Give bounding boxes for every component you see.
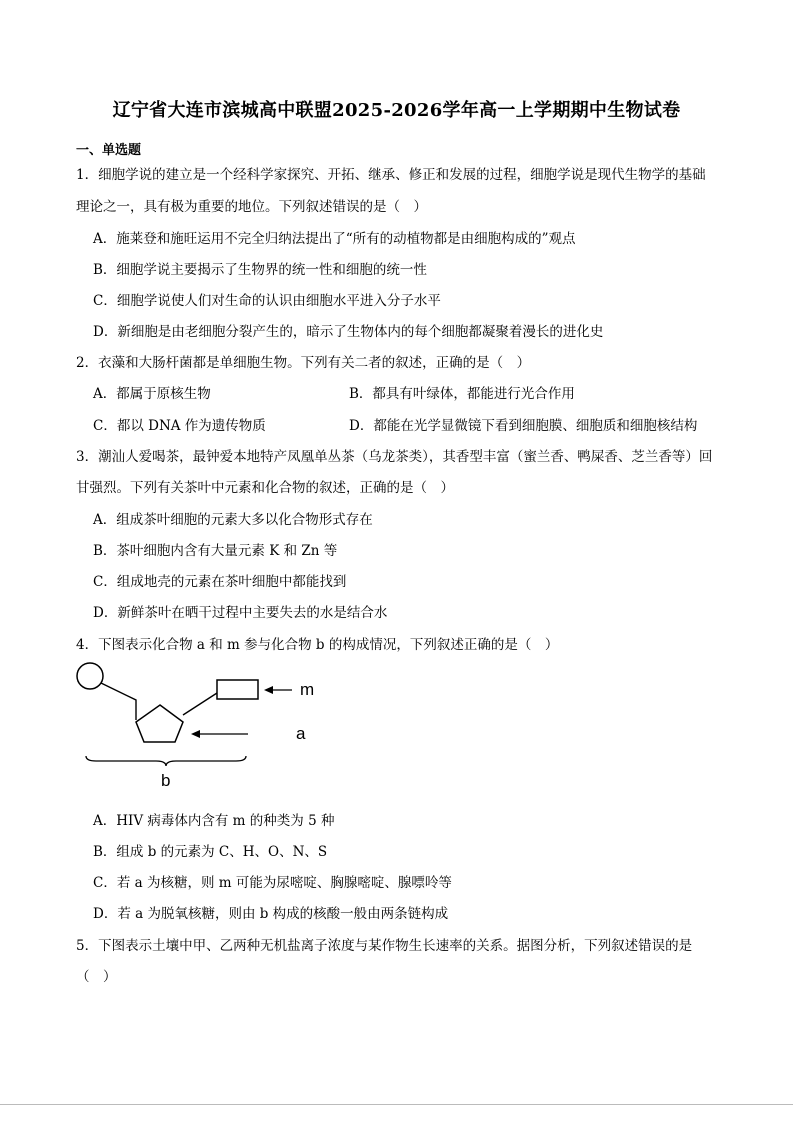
question-2-option-b[interactable]: B．都具有叶绿体，都能进行光合作用 bbox=[349, 386, 575, 402]
arrow-a-head bbox=[191, 730, 200, 738]
phosphate-circle bbox=[77, 663, 103, 689]
question-5-stem-line1: 5．下图表示土壤中甲、乙两种无机盐离子浓度与某作物生长速率的关系。据图分析，下列叙述错误的是 bbox=[76, 938, 693, 954]
question-1-option-c[interactable]: C．细胞学说使人们对生命的认识由细胞水平进入分子水平 bbox=[93, 293, 441, 309]
question-3-stem-line2: 甘强烈。下列有关茶叶中元素和化合物的叙述，正确的是（ ） bbox=[76, 480, 454, 496]
question-4-option-d[interactable]: D．若 a 为脱氧核糖，则由 b 构成的核酸一般由两条链构成 bbox=[93, 906, 449, 922]
question-2-option-a[interactable]: A．都属于原核生物 bbox=[93, 386, 211, 402]
question-1-stem-line1: 1．细胞学说的建立是一个经科学家探究、开拓、继承、修正和发展的过程，细胞学说是现代生物学的基础 bbox=[76, 167, 706, 183]
brace-b bbox=[86, 756, 246, 766]
question-4-option-a[interactable]: A．HIV 病毒体内含有 m 的种类为 5 种 bbox=[93, 813, 335, 829]
question-2-option-d[interactable]: D．都能在光学显微镜下看到细胞膜、细胞质和细胞核结构 bbox=[349, 418, 698, 434]
question-1-stem-line2: 理论之一，具有极为重要的地位。下列叙述错误的是（ ） bbox=[76, 199, 427, 215]
question-1-option-a[interactable]: A．施莱登和施旺运用不完全归纳法提出了“所有的动植物都是由细胞构成的”观点 bbox=[93, 231, 576, 247]
label-m: m bbox=[300, 680, 315, 699]
question-1-option-d[interactable]: D．新细胞是由老细胞分裂产生的，暗示了生物体内的每个细胞都凝聚着漫长的进化史 bbox=[93, 324, 604, 340]
label-a: a bbox=[296, 724, 306, 743]
page-bottom-rule bbox=[0, 1104, 793, 1105]
question-5-stem-line2: （ ） bbox=[76, 969, 117, 985]
page-title: 辽宁省大连市滨城高中联盟2025-2026学年高一上学期期中生物试卷 bbox=[112, 100, 681, 121]
base-rect bbox=[217, 680, 258, 699]
sugar-pentagon bbox=[136, 705, 183, 742]
question-4-option-c[interactable]: C．若 a 为核糖，则 m 可能为尿嘧啶、胸腺嘧啶、腺嘌呤等 bbox=[93, 875, 452, 891]
sugar-base-bond bbox=[183, 693, 217, 715]
question-4-option-b[interactable]: B．组成 b 的元素为 C、H、O、N、S bbox=[93, 844, 328, 860]
question-3-option-c[interactable]: C．组成地壳的元素在茶叶细胞中都能找到 bbox=[93, 574, 347, 590]
label-b: b bbox=[161, 771, 171, 790]
nucleotide-diagram bbox=[70, 660, 360, 790]
section-heading: 一、单选题 bbox=[76, 143, 142, 158]
phosphate-sugar-bond bbox=[101, 683, 136, 720]
question-3-option-a[interactable]: A．组成茶叶细胞的元素大多以化合物形式存在 bbox=[93, 512, 373, 528]
question-3-stem-line1: 3．潮汕人爱喝茶，最钟爱本地特产凤凰单丛茶（乌龙茶类），其香型丰富（蜜兰香、鸭屎香、芝兰香等）回 bbox=[76, 449, 713, 465]
question-2-stem: 2．衣藻和大肠杆菌都是单细胞生物。下列有关二者的叙述，正确的是（ ） bbox=[76, 355, 531, 371]
question-2-option-c[interactable]: C．都以 DNA 作为遗传物质 bbox=[93, 418, 266, 434]
question-3-option-d[interactable]: D．新鲜茶叶在晒干过程中主要失去的水是结合水 bbox=[93, 605, 388, 621]
question-4-stem: 4．下图表示化合物 a 和 m 参与化合物 b 的构成情况，下列叙述正确的是（ ） bbox=[76, 637, 559, 653]
question-1-option-b[interactable]: B．细胞学说主要揭示了生物界的统一性和细胞的统一性 bbox=[93, 262, 427, 278]
arrow-m-head bbox=[264, 686, 273, 694]
question-3-option-b[interactable]: B．茶叶细胞内含有大量元素 K 和 Zn 等 bbox=[93, 543, 338, 559]
